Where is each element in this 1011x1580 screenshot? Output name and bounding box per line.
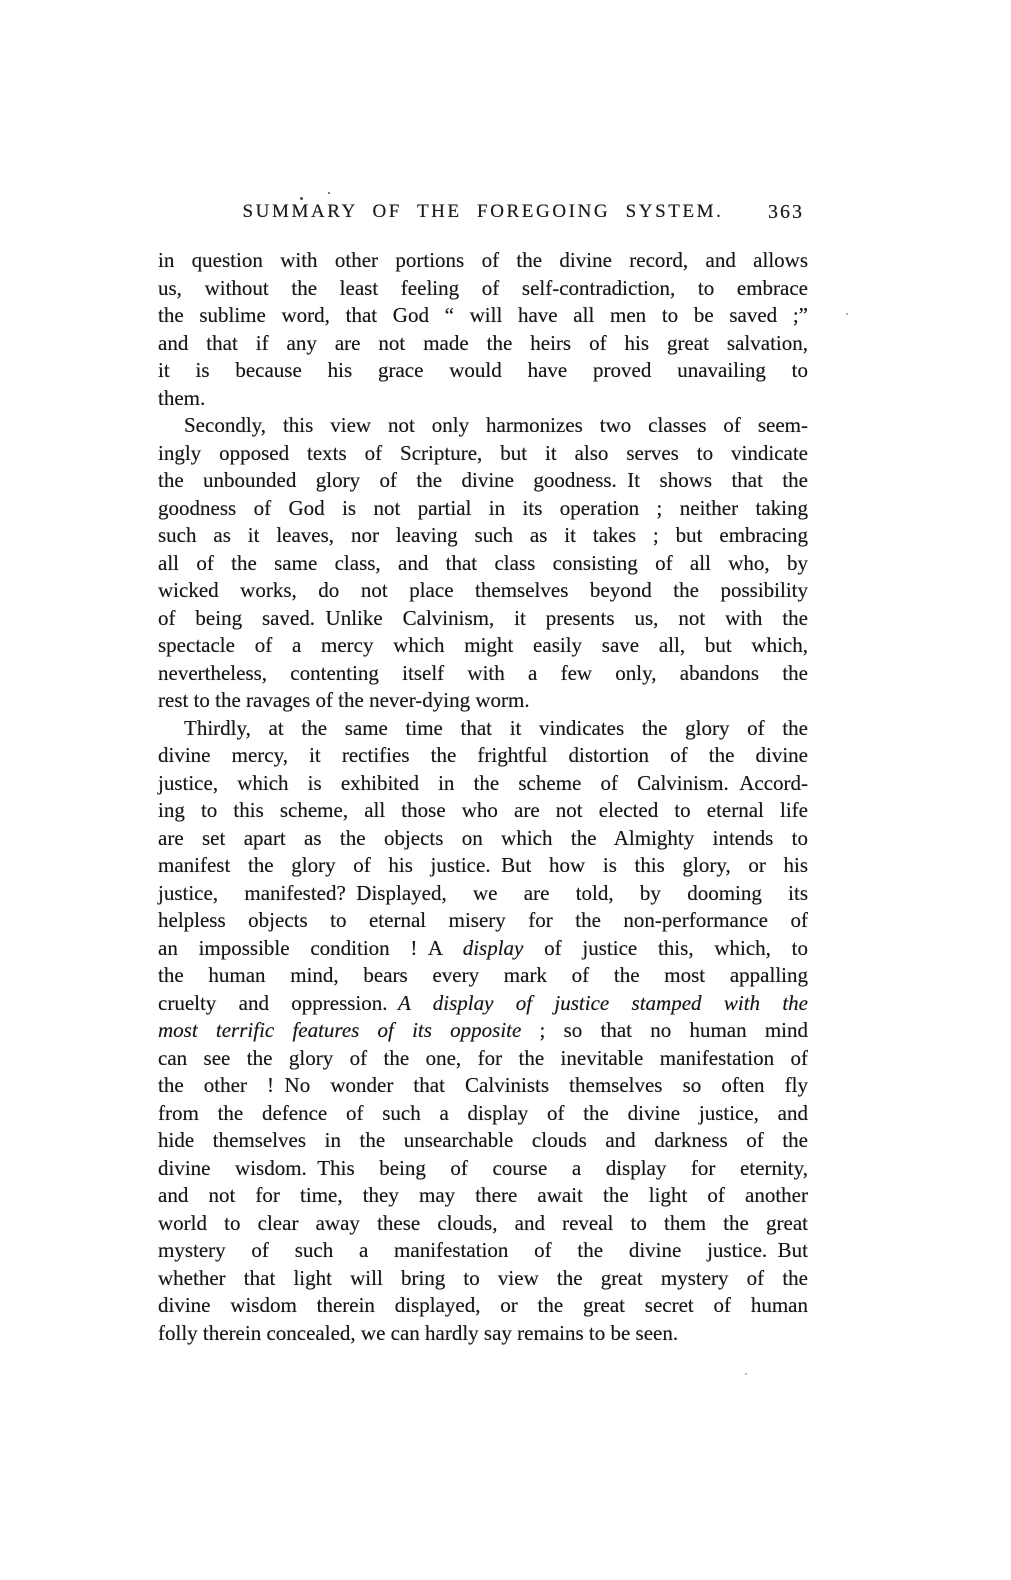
running-title: SUMMARY OF THE FOREGOING SYSTEM.	[242, 201, 724, 222]
text-run: hide themselves in the unsearchable clouds and darkness of the	[158, 1128, 808, 1152]
text-run: divine wisdom therein displayed, or the great secret of human	[158, 1293, 808, 1317]
text-run: an impossible condition ! A	[158, 935, 463, 960]
text-line	[158, 1237, 808, 1265]
text-line	[158, 632, 808, 660]
text-run: can see the glory of the one, for the inevitable manifestation of	[158, 1045, 808, 1070]
text-run: and that if any are not made the heirs of his great salvation,	[158, 330, 808, 355]
text-line	[158, 605, 808, 633]
text-line	[158, 302, 808, 330]
text-line	[158, 770, 808, 798]
text-line	[158, 742, 808, 770]
text-line	[158, 1072, 808, 1100]
scan-speck	[328, 192, 330, 194]
scan-speck	[300, 197, 303, 200]
text-run: ing to this scheme, all those who are not elected to eternal life	[158, 798, 808, 822]
text-line	[158, 852, 808, 880]
text-run: all of the same class, and that class consisting of all who, by	[158, 550, 808, 575]
page-number: 363	[768, 201, 804, 223]
text-run: spectacle of a mercy which might easily save all, but which,	[158, 633, 808, 657]
text-line	[158, 1265, 808, 1293]
text-run: helpless objects to eternal misery for the non-performance of	[158, 908, 808, 932]
text-run: of justice this, which, to	[523, 935, 808, 960]
text-line	[158, 1320, 808, 1348]
italic-text-run: most terrific features of its opposite	[158, 1018, 522, 1042]
text-run: Thirdly, at the same time that it vindicates the glory of the	[184, 715, 808, 740]
text-run: divine wisdom. This being of course a display for eternity,	[158, 1155, 808, 1180]
text-line	[158, 962, 808, 990]
text-run: folly therein concealed, we can hardly say remains to be seen.	[158, 1320, 679, 1345]
text-line	[158, 440, 808, 468]
text-run: such as it leaves, nor leaving such as it takes ; but embracing	[158, 523, 808, 547]
text-line	[158, 935, 808, 963]
text-run: us, without the least feeling of self-contradiction, to embrace	[158, 275, 808, 300]
text-run: justice, manifested? Displayed, we are told, by dooming its	[158, 880, 808, 905]
text-run: the human mind, bears every mark of the most appalling	[158, 963, 808, 987]
text-run: mystery of such a manifestation of the divine justice. But	[158, 1238, 808, 1262]
text-line	[158, 550, 808, 578]
text-run: world to clear away these clouds, and reveal to them the great	[158, 1210, 808, 1235]
text-body	[158, 247, 808, 1347]
text-line	[158, 522, 808, 550]
text-line	[158, 687, 808, 715]
text-line	[158, 330, 808, 358]
text-run: wicked works, do not place themselves beyond the possibility	[158, 578, 808, 602]
text-line	[158, 660, 808, 688]
text-line	[158, 495, 808, 523]
text-run: them.	[158, 385, 206, 410]
text-run: cruelty and oppression.	[158, 990, 399, 1015]
text-run: it is because his grace would have proved unavailing to	[158, 358, 808, 382]
text-run: in question with other portions of the divine record, and allows	[158, 248, 808, 272]
text-line	[158, 1127, 808, 1155]
text-line	[158, 467, 808, 495]
text-run: of being saved. Unlike Calvinism, it presents us, not with the	[158, 605, 808, 630]
text-run: the other ! No wonder that Calvinists themselves so often fly	[158, 1073, 808, 1097]
text-line	[158, 357, 808, 385]
text-line	[158, 577, 808, 605]
text-run: the sublime word, that God “ will have all men to be saved ;”	[158, 303, 808, 327]
text-run: rest to the ravages of the never-dying worm.	[158, 688, 530, 712]
text-run: are set apart as the objects on which the Almighty intends to	[158, 825, 808, 850]
scan-speck	[846, 313, 848, 315]
text-line	[158, 880, 808, 908]
text-run: the unbounded glory of the divine goodness. It shows that the	[158, 468, 808, 492]
running-head	[158, 201, 808, 229]
text-line	[158, 385, 808, 413]
text-line	[158, 1017, 808, 1045]
text-line	[158, 1100, 808, 1128]
text-run: nevertheless, contenting itself with a few only, abandons the	[158, 660, 808, 685]
text-run: ingly opposed texts of Scripture, but it also serves to vindicate	[158, 440, 808, 465]
text-line	[158, 907, 808, 935]
text-run: whether that light will bring to view the great mystery of the	[158, 1265, 808, 1290]
scan-speck	[745, 1373, 747, 1375]
text-line	[158, 1182, 808, 1210]
text-line	[158, 275, 808, 303]
text-run: ; so that no human mind	[521, 1018, 808, 1042]
text-run: divine mercy, it rectifies the frightful distortion of the divine	[158, 743, 808, 767]
text-line	[158, 715, 808, 743]
text-line	[158, 990, 808, 1018]
text-line	[158, 1292, 808, 1320]
text-line	[158, 797, 808, 825]
text-line	[158, 412, 808, 440]
italic-text-run: A display of justice stamped with the	[398, 990, 809, 1015]
text-run: from the defence of such a display of the divine justice, and	[158, 1100, 808, 1125]
text-line	[158, 247, 808, 275]
text-run: goodness of God is not partial in its operation ; neither taking	[158, 495, 808, 520]
text-run: and not for time, they may there await the light of another	[158, 1183, 808, 1207]
text-line	[158, 1155, 808, 1183]
text-run: justice, which is exhibited in the scheme of Calvinism. Accord-	[158, 770, 808, 795]
text-run: Secondly, this view not only harmonizes two classes of seem-	[184, 413, 808, 437]
text-line	[158, 1045, 808, 1073]
text-line	[158, 825, 808, 853]
text-line	[158, 1210, 808, 1238]
italic-text-run: display	[462, 935, 524, 960]
text-run: manifest the glory of his justice. But how is this glory, or his	[158, 853, 808, 877]
